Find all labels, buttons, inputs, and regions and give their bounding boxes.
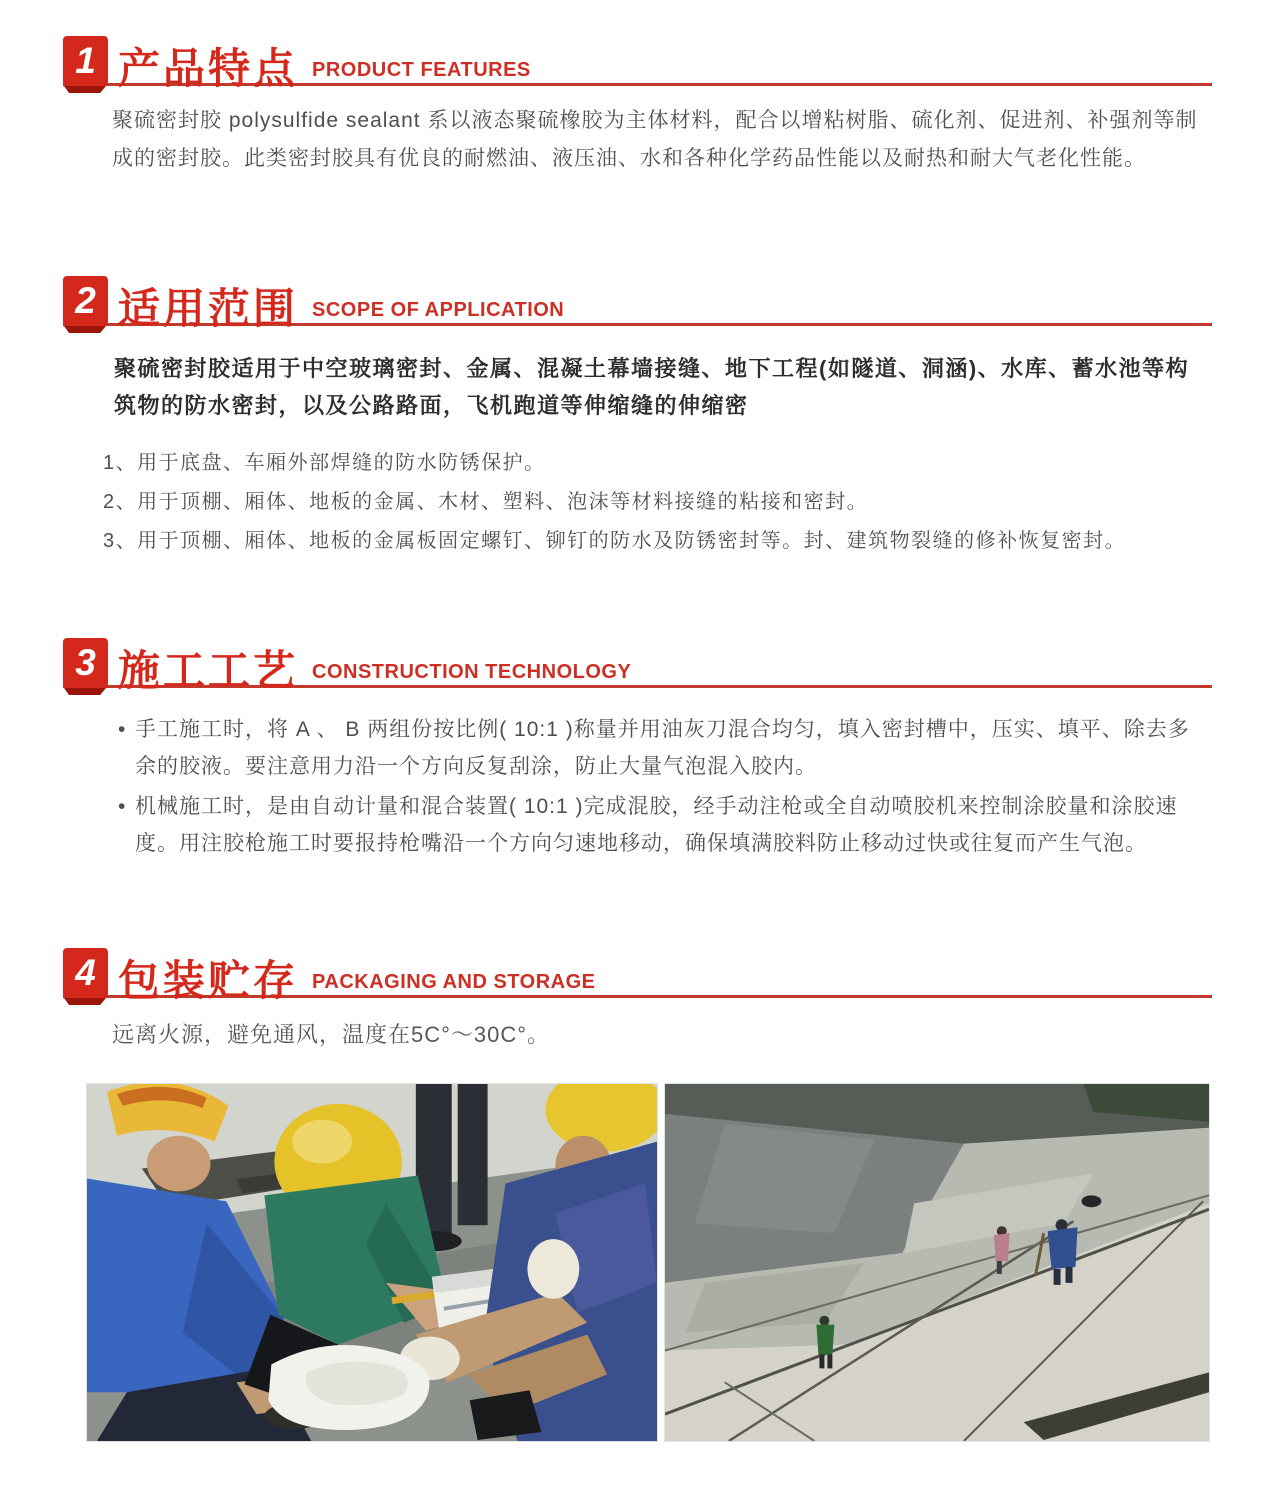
bullet-item: • 手工施工时，将 A 、 B 两组份按比例( 10:1 )称量并用油灰刀混合均匀，填入密封槽中，压实、填平、除去多余的胶液。要注意用力沿一个方向反复刮涂，防止大量气泡混入胶内。 <box>118 711 1210 785</box>
list-item: 3、用于顶棚、厢体、地板的金属板固定螺钉、铆钉的防水及防锈密封等。封、建筑物裂缝的修补恢复密封。 <box>103 530 1127 552</box>
section-3-bullet-list <box>118 711 1210 862</box>
section-2-number-badge <box>63 276 108 326</box>
section-2-list <box>103 450 1210 554</box>
photo-row <box>86 1083 1210 1442</box>
section-1-number: 1 <box>75 40 96 81</box>
list-item: 2、用于顶棚、厢体、地板的金属、木材、塑料、泡沫等材料接缝的粘接和密封。 <box>103 491 869 513</box>
section-1-number-badge <box>63 36 108 86</box>
section-4-title-zh: 包装贮存 <box>118 957 299 1004</box>
photo-dam-slope-illustration <box>665 1084 1209 1441</box>
photo-sealant-application-illustration <box>87 1084 657 1441</box>
section-4-number-badge <box>63 948 108 998</box>
section-4-paragraph: 远离火源，避免通风，温度在5C°～30C°。 <box>112 1022 551 1047</box>
section-4-title-en: PACKAGING AND STORAGE <box>312 971 596 993</box>
section-1-title-zh: 产品特点 <box>118 45 299 92</box>
section-3-number-badge <box>63 638 108 688</box>
section-1-title-en: PRODUCT FEATURES <box>312 59 531 81</box>
section-2-header <box>63 278 1212 332</box>
section-construction-technology <box>0 640 1280 865</box>
section-4-number: 4 <box>75 952 96 993</box>
bullet-item: • 机械施工时，是由自动计量和混合装置( 10:1 )完成混胶，经手动注枪或全自动喷胶机来控制涂胶量和涂胶速度。用注胶枪施工时要报持枪嘴沿一个方向匀速地移动，确保填满胶料防止移动过快或往复而产生气泡。 <box>118 788 1210 862</box>
section-2-title-en: SCOPE OF APPLICATION <box>312 299 565 321</box>
section-2-number: 2 <box>75 280 96 321</box>
section-3-number: 3 <box>75 642 96 683</box>
section-3-title-zh: 施工工艺 <box>118 647 299 694</box>
list-item: 1、用于底盘、车厢外部焊缝的防水防锈保护。 <box>103 452 546 474</box>
section-4-header <box>63 950 1212 1004</box>
section-packaging-and-storage <box>0 950 1280 1054</box>
section-3-title-en: CONSTRUCTION TECHNOLOGY <box>312 661 632 683</box>
photo-sealant-application <box>86 1083 658 1442</box>
section-scope-of-application <box>0 278 1280 567</box>
section-product-features <box>0 38 1280 178</box>
section-3-header <box>63 640 1212 694</box>
section-1-paragraph: 聚硫密封胶 polysulfide sealant 系以液态聚硫橡胶为主体材料，配合以增粘树脂、硫化剂、促进剂、补强剂等制成的密封胶。此类密封胶具有优良的耐燃油、液压油、水和各种化学药品性能以及耐热和耐大气老化性能。 <box>112 109 1198 170</box>
section-2-title-zh: 适用范围 <box>118 285 299 332</box>
section-1-header <box>63 38 1212 92</box>
section-2-lead-paragraph: 聚硫密封胶适用于中空玻璃密封、金属、混凝土幕墙接缝、地下工程(如隧道、洞涵)、水库、蓄水池等构筑物的防水密封，以及公路路面，飞机跑道等伸缩缝的伸缩密 <box>114 356 1190 418</box>
photo-dam-slope-workers <box>664 1083 1210 1442</box>
